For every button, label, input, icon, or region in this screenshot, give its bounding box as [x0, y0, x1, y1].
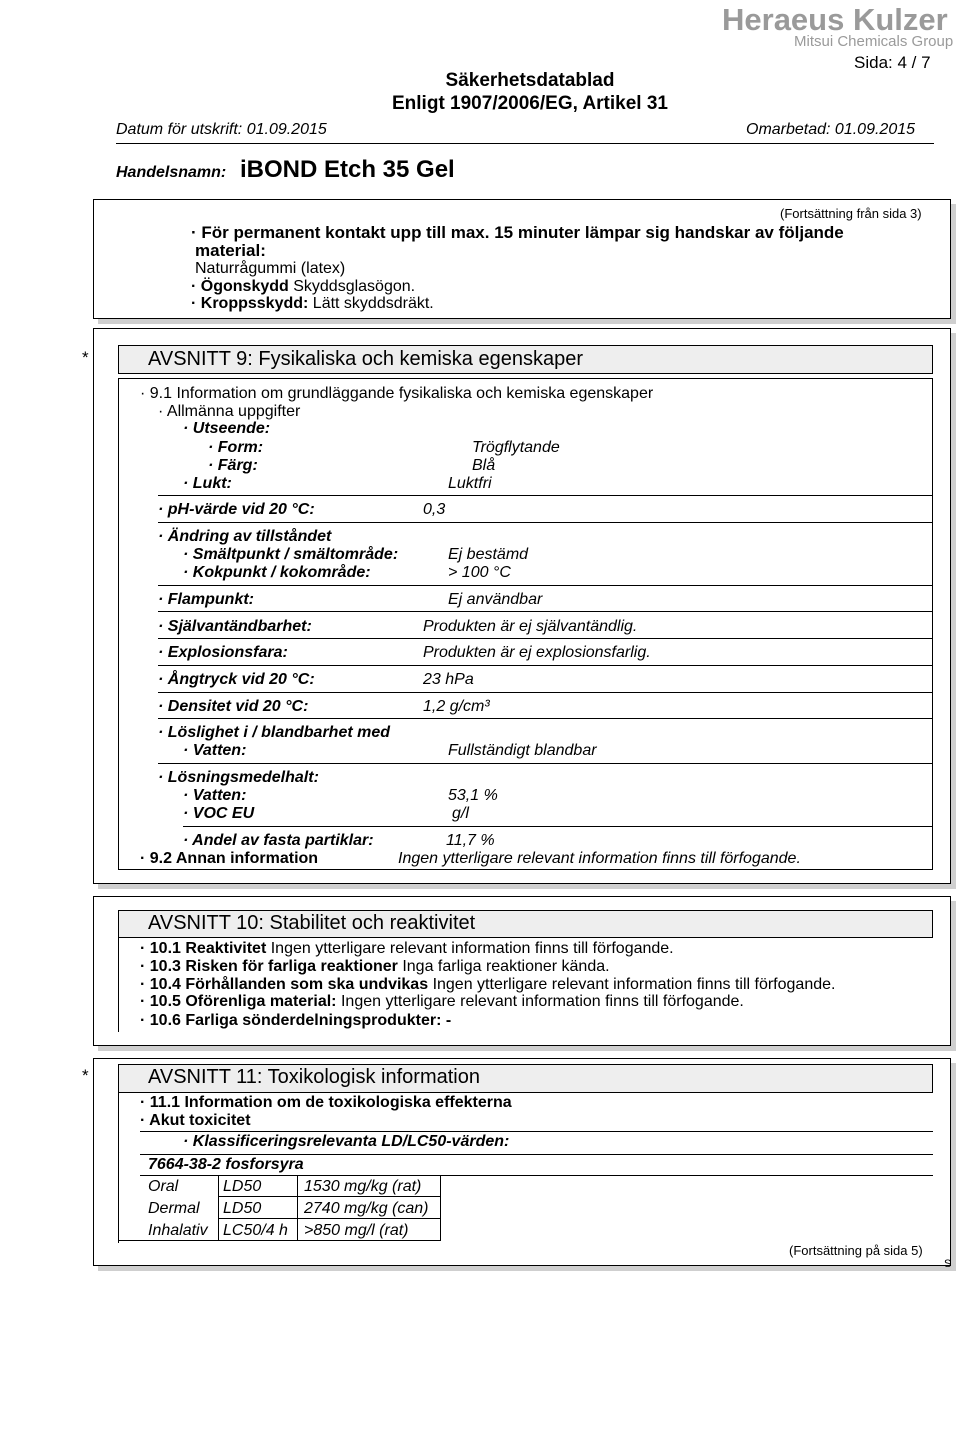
row-divider [158, 611, 933, 612]
table-row-type: LD50 [223, 1200, 262, 1217]
vapor-label: · Ångtryck vid 20 °C: [158, 671, 315, 688]
gloves-text-2: material: [195, 241, 266, 260]
row-divider [140, 1154, 933, 1155]
solvent-water-value: 53,1 % [448, 787, 498, 804]
flash-value: Ej användbar [448, 591, 543, 608]
row-divider [158, 763, 933, 764]
table-row-line [218, 1218, 298, 1219]
row-divider [158, 522, 933, 523]
body-protection: · Kroppsskydd: Lätt skyddsdräkt. [191, 295, 434, 312]
color-value: Blå [472, 457, 496, 474]
eye-protection: · Ögonskydd Skyddsglasögon. [191, 278, 416, 295]
change-marker: * [82, 348, 89, 367]
melting-value: Ej bestämd [448, 546, 529, 563]
boiling-value: > 100 °C [448, 564, 511, 581]
table-row-route: Inhalativ [148, 1222, 208, 1239]
section10-left-rule [118, 938, 119, 1032]
document-subtitle: Enligt 1907/2006/EG, Artikel 31 [392, 93, 668, 114]
table-row-value: 2740 mg/kg (can) [304, 1200, 429, 1217]
row-divider [140, 1131, 933, 1132]
table-row-route: Oral [148, 1178, 179, 1195]
solids-value: 11,7 % [446, 832, 495, 849]
voc-label: · VOC EU [183, 805, 255, 822]
table-row-line [298, 1218, 440, 1219]
solubility-label: · Löslighet i / blandbarhet med [158, 724, 391, 741]
ph-label: · pH-värde vid 20 °C: [158, 501, 315, 518]
row-divider [158, 718, 933, 719]
change-marker: * [82, 1066, 89, 1085]
odor-label: · Lukt: [183, 475, 232, 492]
reactivity: · 10.1 Reaktivitet Ingen ytterligare relevant information finns till förfogande. [140, 940, 674, 957]
odor-value: Luktfri [448, 475, 492, 492]
trade-name-label: Handelsnamn: [116, 164, 227, 181]
s91-heading: · 9.1 Information om grundläggande fysikaliska och kemiska egenskaper [140, 385, 654, 402]
decomposition-products: · 10.6 Farliga sönderdelningsprodukter: - [140, 1012, 452, 1029]
state-change-label: · Ändring av tillståndet [158, 528, 332, 545]
acute-toxicity: · Akut toxicitet [140, 1112, 251, 1129]
flash-label: · Flampunkt: [158, 591, 254, 608]
table-row-type: LC50/4 h [223, 1222, 288, 1239]
s92-value: Ingen ytterligare relevant information finns till förfogande. [398, 850, 801, 867]
explosion-value: Produkten är ej explosionsfarlig. [423, 644, 651, 661]
general-info: · Allmänna uppgifter [158, 403, 301, 420]
section11-title: AVSNITT 11: Toxikologisk information [148, 1066, 480, 1088]
hazardous-reactions: · 10.3 Risken för farliga reaktioner Inga farliga reaktioner kända. [140, 958, 610, 975]
header-rule [116, 143, 934, 144]
ph-value: 0,3 [423, 501, 446, 518]
row-divider [158, 495, 933, 496]
table-row-value: 1530 mg/kg (rat) [304, 1178, 422, 1195]
form-value: Trögflytande [472, 439, 560, 456]
s111-heading: · 11.1 Information om de toxikologiska effekterna [140, 1094, 512, 1111]
row-divider [158, 692, 933, 693]
conditions-avoid: · 10.4 Förhållanden som ska undvikas Ingen ytterligare relevant information finns till förfogande. [140, 976, 836, 993]
water-label: · Vatten: [183, 742, 247, 759]
vapor-value: 23 hPa [423, 671, 474, 688]
company-group: Mitsui Chemicals Group [794, 33, 954, 50]
table-row-value: >850 mg/l (rat) [304, 1222, 409, 1239]
color-label: · Färg: [208, 457, 258, 474]
continued-on-note: (Fortsättning på sida 5) [789, 1243, 923, 1258]
voc-value: g/l [452, 805, 469, 822]
density-value: 1,2 g/cm³ [423, 698, 490, 715]
gloves-text: · För permanent kontakt upp till max. 15 minuter lämpar sig handskar av följande [191, 223, 844, 242]
table-row-route: Dermal [148, 1200, 200, 1217]
print-date: Datum för utskrift: 01.09.2015 [116, 121, 327, 138]
ld-heading: · Klassificeringsrelevanta LD/LC50-värden: [183, 1133, 510, 1150]
section9-title: AVSNITT 9: Fysikaliska och kemiska egenskaper [148, 348, 583, 370]
selfign-value: Produkten är ej självantändlig. [423, 618, 638, 635]
trade-name: iBOND Etch 35 Gel [240, 156, 455, 183]
company-logo: Heraeus Kulzer [722, 2, 948, 37]
continued-from-note: (Fortsättning från sida 3) [780, 206, 922, 221]
incompatible-materials: · 10.5 Oförenliga material: Ingen ytterligare relevant information finns till förfogande. [140, 993, 744, 1010]
boiling-label: · Kokpunkt / kokområde: [183, 564, 371, 581]
substance-name: 7664-38-2 fosforsyra [148, 1156, 304, 1173]
gloves-material: Naturrågummi (latex) [195, 260, 346, 277]
section11-left-rule [118, 1093, 119, 1243]
row-divider [158, 665, 933, 666]
table-row-line [218, 1196, 298, 1197]
explosion-label: · Explosionsfara: [158, 644, 288, 661]
row-divider [183, 826, 933, 827]
document-title: Säkerhetsdatablad [445, 70, 615, 91]
water-value: Fullständigt blandbar [448, 742, 597, 759]
melting-label: · Smältpunkt / smältområde: [183, 546, 399, 563]
density-label: · Densitet vid 20 °C: [158, 698, 309, 715]
solvent-label: · Lösningsmedelhalt: [158, 769, 319, 786]
table-row-line [118, 1240, 218, 1241]
row-divider [158, 585, 933, 586]
row-divider [158, 638, 933, 639]
table-row-type: LD50 [223, 1178, 262, 1195]
appearance-label: · Utseende: [183, 420, 271, 437]
solids-label: · Andel av fasta partiklar: [183, 832, 374, 849]
form-label: · Form: [208, 439, 264, 456]
page-number: Sida: 4 / 7 [854, 53, 931, 72]
table-row-line [298, 1196, 440, 1197]
revised-date: Omarbetad: 01.09.2015 [746, 121, 916, 138]
footer-code: S [944, 1258, 952, 1270]
selfign-label: · Självantändbarhet: [158, 618, 312, 635]
solvent-water-label: · Vatten: [183, 787, 247, 804]
section10-title: AVSNITT 10: Stabilitet och reaktivitet [148, 912, 476, 934]
table-col-line [440, 1175, 441, 1241]
s92-label: · 9.2 Annan information [140, 850, 319, 867]
table-row-line [298, 1240, 440, 1241]
